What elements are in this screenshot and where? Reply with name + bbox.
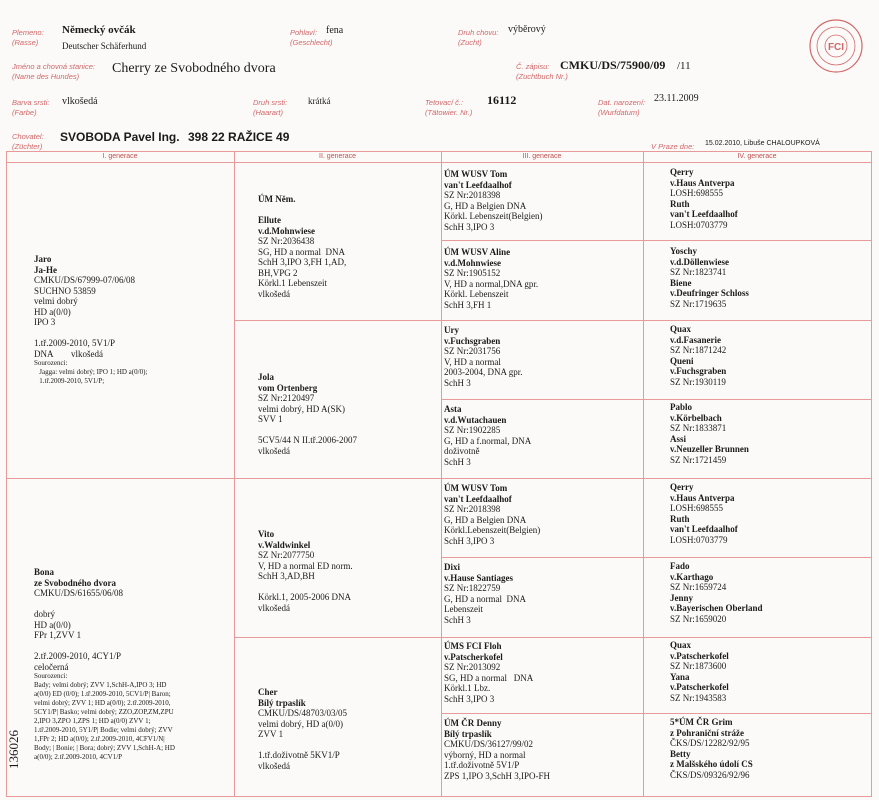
ancestor-cell [444,169,542,232]
ancestor-cell [444,562,526,625]
ancestor-cell [670,246,749,309]
dog-detail: 1.tř.doživotně 5KV1/P [258,750,340,760]
color-label: Barva srsti: [12,98,50,107]
dog-detail: celočerná [34,661,69,672]
dog-detail: Körkl. Lebenszeit(Belgien) [444,211,543,221]
dog-name: Ruth [670,513,690,524]
ancestor-cell [444,718,550,781]
dog-detail: CMKU/DS/67999-07/06/08 [34,275,136,285]
dog-detail: SG, HD a normal DNA [444,672,534,683]
dog-name: Bílý trpaslík [444,728,492,739]
dog-name: Betty [670,748,691,759]
dog-name: v.Karthago [670,571,714,582]
dog-detail: LOSH:698555 [670,503,724,513]
issue-label: V Praze dne: [651,142,695,151]
breed-value-de: Deutscher Schäferhund [62,41,147,51]
ancestor-cell [258,529,353,613]
dog-detail [258,740,347,751]
dog-detail: vlkošedá [258,602,290,613]
dog-detail: LOSH:0703779 [670,534,728,545]
dog-detail: SchH 3,AD,BH [258,571,315,581]
ancestor-cell [258,194,346,299]
dog-detail: Körkl. Lebenszeit [444,289,509,299]
dog-name: Ruth [670,198,690,209]
dog-detail: SZ Nr:1719635 [670,298,727,309]
dog-detail [258,582,353,593]
dog-detail: 1.tř.doživotně 5V1/P [444,760,520,770]
registration-number: CMKU/DS/75900/09 [560,58,666,72]
dog-detail: 2003-2004, DNA gpr. [444,367,523,377]
ancestor-cell [670,717,753,780]
dog-detail: G, HD a Belgien DNA [444,200,527,211]
dog-detail: DNA vlkošedá [34,348,103,359]
dog-name: v.Patscherkofel [444,651,503,662]
dog-detail: velmi dobrý [34,296,78,306]
dog-name: Pablo [670,402,693,412]
dog-detail: SchH 3 [444,614,471,625]
dog-detail: SchH 3 [444,377,471,388]
dog-name: v.Patscherkofel [670,650,729,661]
dog-detail: velmi dobrý, HD a(0/0) [258,718,343,729]
dog-detail: 5CV5/44 N II.tř.2006-2007 [258,435,357,445]
dog-name: Quax [670,640,692,650]
siblings-note: 1,FPr 2; HD a(0/0); 2.tř.2009-2010, 4CFV1/N| [34,735,165,743]
dog-name: ÚMS FCI Floh [444,641,502,651]
siblings-note: Sourozenci: [34,359,68,367]
ancestor-cell [670,640,729,703]
coat-value: krátká [308,96,331,106]
gen-header-2: II. generace [319,153,356,160]
ancestor-cell [444,641,533,704]
dog-detail: SZ Nr:1659020 [670,613,727,624]
dog-detail: SZ Nr:2120497 [258,393,315,403]
breeder-address: 398 22 RAŽICE 49 [188,130,290,144]
breed-label: Plemeno: [12,28,44,37]
dog-detail: CMKU/DS/61655/06/08 [34,588,124,598]
dog-name: ÚM Něm. [258,194,296,204]
dog-detail: SchH 3,IPO 3 [444,693,495,704]
dog-name: van't Leefdaalhof [670,209,738,219]
ancestor-cell [258,372,357,456]
dog-detail: Körkl.Lebenszeit(Belgien) [444,525,541,535]
dog-detail: 1.tř.2009-2010, 5V1/P [34,338,115,348]
color-sublabel: (Farbe) [12,108,37,117]
fci-logo-icon [808,18,864,74]
ancestor-cell [670,482,738,545]
tattoo-value: 16112 [487,93,517,107]
dog-name: Biene [670,277,692,288]
dog-name: Ja-He [34,264,57,275]
dog-name: ÚM WUSV Aline [444,247,511,257]
dog-detail: SZ Nr:2018398 [444,190,501,200]
dog-name: ÚM WUSV Tom [444,483,508,493]
dog-detail: LOSH:698555 [670,188,724,198]
gen-header-1: I. generace [102,153,138,160]
dog-name: Fado [670,561,690,571]
registration-suffix: /11 [677,60,691,72]
dog-detail: velmi dobrý, HD A(SK) [258,403,345,414]
dog-detail: SUCHNO 53859 [34,285,96,296]
dog-detail: vlkošedá [258,445,290,456]
breeder-name: SVOBODA Pavel Ing. [60,130,180,144]
ancestor-cell [670,167,738,230]
dog-name: v.Haus Antverpa [670,492,735,503]
name-label: Jméno a chovná stanice: [12,62,95,71]
breeder-sublabel: (Züchter) [12,142,43,151]
siblings-note: a(0/0); 2.tř.2009-2010, 4CV1/P [34,753,123,761]
dog-name: Cher [258,687,278,697]
dog-detail: SG, HD a normal DNA [258,246,345,257]
dog-detail: SZ Nr:1943583 [670,692,727,703]
dog-name: v.d.Mohnwiese [444,257,502,268]
breed-sublabel: (Rasse) [12,38,39,47]
dog-name: Vito [258,529,275,539]
dog-detail: SZ Nr:1930119 [670,376,726,387]
dog-detail: SZ Nr:2036438 [258,236,315,246]
sex-sublabel: (Geschlecht) [290,38,333,47]
dog-detail: Körkl.1, 2005-2006 DNA [258,592,351,602]
dog-detail: ZPS 1,IPO 3,SchH 3,IPO-FH [444,770,551,781]
dog-name [258,205,346,216]
ancestor-cell [444,483,540,546]
birth-label: Dat. narození: [598,98,646,107]
registration-sublabel: (Zuchtbuch Nr.) [516,72,568,81]
dog-name: v.Neuzeller Brunnen [670,444,749,454]
dog-name: van't Leefdaalhof [444,179,512,190]
dog-name: Bílý trpaslík [258,697,306,708]
dog-name: v.d.Wutachauen [444,414,507,425]
ancestor-cell [670,561,763,624]
dog-name: ÚM WUSV Tom [444,169,508,179]
tattoo-sublabel: (Tätowier. Nr.) [425,108,473,117]
dog-name: Cherry ze Svobodného dvora [112,61,276,76]
dog-detail: vlkošedá [258,288,290,299]
dog-detail: vlkošedá [258,760,290,771]
dog-detail: Körkl.1 Lebenszeit [258,278,327,288]
dog-name: v.Fuchsgraben [444,335,501,346]
dog-detail: SZ Nr:1871242 [670,345,727,355]
sex-label: Pohlaví: [290,28,318,37]
siblings-note: 2,IPO 3,ZPO 1,ZPS 1; HD a(0/0) ZVV 1; [34,717,151,725]
dog-detail: SZ Nr:1823741 [670,267,727,277]
dog-name: v.Bayerischen Oberland [670,603,763,613]
dog-detail: G, HD a normal DNA [444,593,526,604]
dog-name: van't Leefdaalhof [444,493,512,504]
dog-detail: LOSH:0703779 [670,219,728,230]
siblings-note: Bady; velmi dobrý; ZVV 1,SchH-A,IPO 3; HD [34,681,167,689]
registration-label: Č. zápisu: [516,62,550,71]
dog-detail [34,641,175,652]
dog-name: ze Svobodného dvora [34,577,117,588]
siblings-note: 1.tř.2009-2010, 5Y1/P| Bodie; velmi dobrý; ZVV [34,726,173,734]
breeder-label: Chovatel: [12,132,44,141]
breed-value: Německý ovčák [62,24,136,36]
dog-detail: HD a(0/0) [34,619,71,630]
dog-detail: SZ Nr:2018398 [444,504,501,514]
siblings-note: Jagga: velmi dobrý; IPO 1; HD a(0/0); [34,368,148,376]
dog-detail: SZ Nr:1902285 [444,425,501,435]
name-sublabel: (Name des Hundes) [12,72,80,81]
ancestor-cell [444,325,523,388]
siblings-note: Body; | Bonie; | Bora; dobrý; ZVV 1,SchH-A; HD [34,744,175,752]
dog-detail: SZ Nr:2031756 [444,346,501,356]
dog-detail: V, HD a normal ED norm. [258,560,353,571]
dog-name: v.Patscherkofel [670,682,729,692]
dog-detail [34,599,175,610]
issue-value: 15.02.2010, Libuše CHALOUPKOVÁ [705,140,820,147]
dog-detail: SchH 3,FH 1 [444,299,492,310]
dog-name: Quax [670,324,692,334]
dog-detail: SchH 3 [444,456,471,467]
gen-header-4: IV. generace [737,153,777,160]
ancestor-cell [444,247,538,310]
dog-name: v.Körbelbach [670,412,722,423]
dog-name: Jola [258,372,275,382]
ancestor-cell [670,324,726,387]
dog-detail: SZ Nr:1905152 [444,268,501,278]
dog-name: Jaro [34,254,52,264]
dog-detail: SchH 3,IPO 3 [444,535,495,546]
siblings-note: a(0/0) ED (0/0); 1.tř.2009-2010, 5CV1/P| Baron; [34,690,171,698]
dog-detail: V, HD a normal,DNA gpr. [444,278,539,289]
dog-name: Yana [670,671,690,682]
dog-detail: CMKU/DS/36127/99/02 [444,739,534,749]
dog-name: Jenny [670,592,694,603]
dog-detail: dobrý [34,609,55,619]
siblings-note: Sourozenci: [34,672,68,680]
breeding-label: Druh chovu: [458,28,499,37]
sire-cell [34,254,147,386]
dog-detail: SVV 1 [258,414,283,424]
dog-detail: BH,VPG 2 [258,267,298,278]
birth-value: 23.11.2009 [654,93,699,104]
color-value: vlkošedá [62,96,98,107]
dog-name: van't Leefdaalhof [670,524,738,534]
dog-name: Ellute [258,215,282,225]
dog-detail: výborný, HD a normal [444,749,526,760]
dog-name: v.Fuchsgraben [670,366,727,376]
dog-detail [258,425,357,436]
tattoo-label: Tetovací č.: [425,98,464,107]
dog-name: v.d.Mohnwiese [258,225,316,236]
dog-detail: FPr 1,ZVV 1 [34,630,82,640]
dog-detail: ZVV 1 [258,729,284,739]
dog-detail: SZ Nr:2013092 [444,662,501,672]
coat-sublabel: (Haarart) [253,108,284,117]
dog-detail: G, HD a Belgien DNA [444,514,527,525]
dog-name: vom Ortenberg [258,382,318,393]
dog-name: v.d.Fasanerie [670,334,721,345]
dog-detail: SZ Nr:1659724 [670,582,727,592]
dog-name: z Malšského údolí CS [670,759,753,769]
coat-label: Druh srsti: [253,98,288,107]
dog-name: Yoschy [670,246,698,256]
dog-name: Bona [34,567,55,577]
side-number: 136026 [6,730,21,770]
dog-detail: SchH 3,IPO 3,FH 1,AD, [258,257,347,267]
dog-name: z Pohraniční stráže [670,727,744,738]
dog-name: Assi [670,433,687,444]
siblings-note: 1.tř.2009-2010, 5V1/P; [34,377,105,385]
dog-detail: ČKS/DS/12282/92/95 [670,738,750,748]
dog-name: Asta [444,404,462,414]
dog-detail: ČKS/DS/09326/92/96 [670,769,750,780]
dog-name: v.Haus Antverpa [670,177,735,188]
fci-logo-text: FCI [827,42,845,53]
dog-detail: SZ Nr:1721459 [670,454,727,465]
dog-detail: Lebenszeit [444,604,483,614]
gen-header-3: III. generace [522,153,562,160]
dog-detail: SZ Nr:2077750 [258,550,315,560]
dog-name: v.d.Döllenwiese [670,256,730,267]
dog-detail: 2.tř.2009-2010, 4CY1/P [34,651,122,661]
dog-detail: G, HD a f.normal, DNA [444,435,532,446]
breeding-value: výběrový [508,24,546,35]
ancestor-cell [258,687,347,771]
breeding-sublabel: (Zucht) [458,38,482,47]
sex-value: fena [326,25,344,36]
dog-name: ÚM ČR Denny [444,718,502,728]
dog-detail: CMKU/DS/48703/03/05 [258,708,348,718]
dog-name: 5*ÚM ČR Grim [670,717,733,727]
dog-detail: SZ Nr:1822759 [444,583,501,593]
ancestor-cell [444,404,531,467]
dog-detail: SZ Nr:1833871 [670,423,727,433]
dog-name: v.Waldwinkel [258,539,311,550]
dog-name: Ury [444,325,459,335]
dog-name: Queni [670,355,694,366]
dog-name: Qerry [670,167,694,177]
dog-detail: HD a(0/0) [34,306,71,317]
dog-name: Qerry [670,482,694,492]
dog-detail: IPO 3 [34,317,56,327]
dog-detail: SZ Nr:1873600 [670,661,727,671]
dam-cell [34,567,175,762]
ancestor-cell [670,402,749,465]
dog-name: Dixi [444,562,461,572]
dog-detail [34,328,147,339]
dog-detail: Körkl.1 Lbz. [444,683,491,693]
birth-sublabel: (Wurfdatum) [598,108,640,117]
siblings-note: 5CY1/P| Basko; velmi dobrý; ZZO,ZOP,ZM,ZPU [34,708,174,716]
dog-detail: SchH 3,IPO 3 [444,221,495,232]
dog-name: v.Deufringer Schloss [670,288,749,298]
dog-detail: doživotně [444,446,480,456]
dog-detail: V, HD a normal [444,356,501,367]
siblings-note: velmi dobrý; ZVV 1; HD a(0/0); 2.tř.2009-2010, [34,699,171,707]
dog-name: v.Hause Santiages [444,572,514,583]
